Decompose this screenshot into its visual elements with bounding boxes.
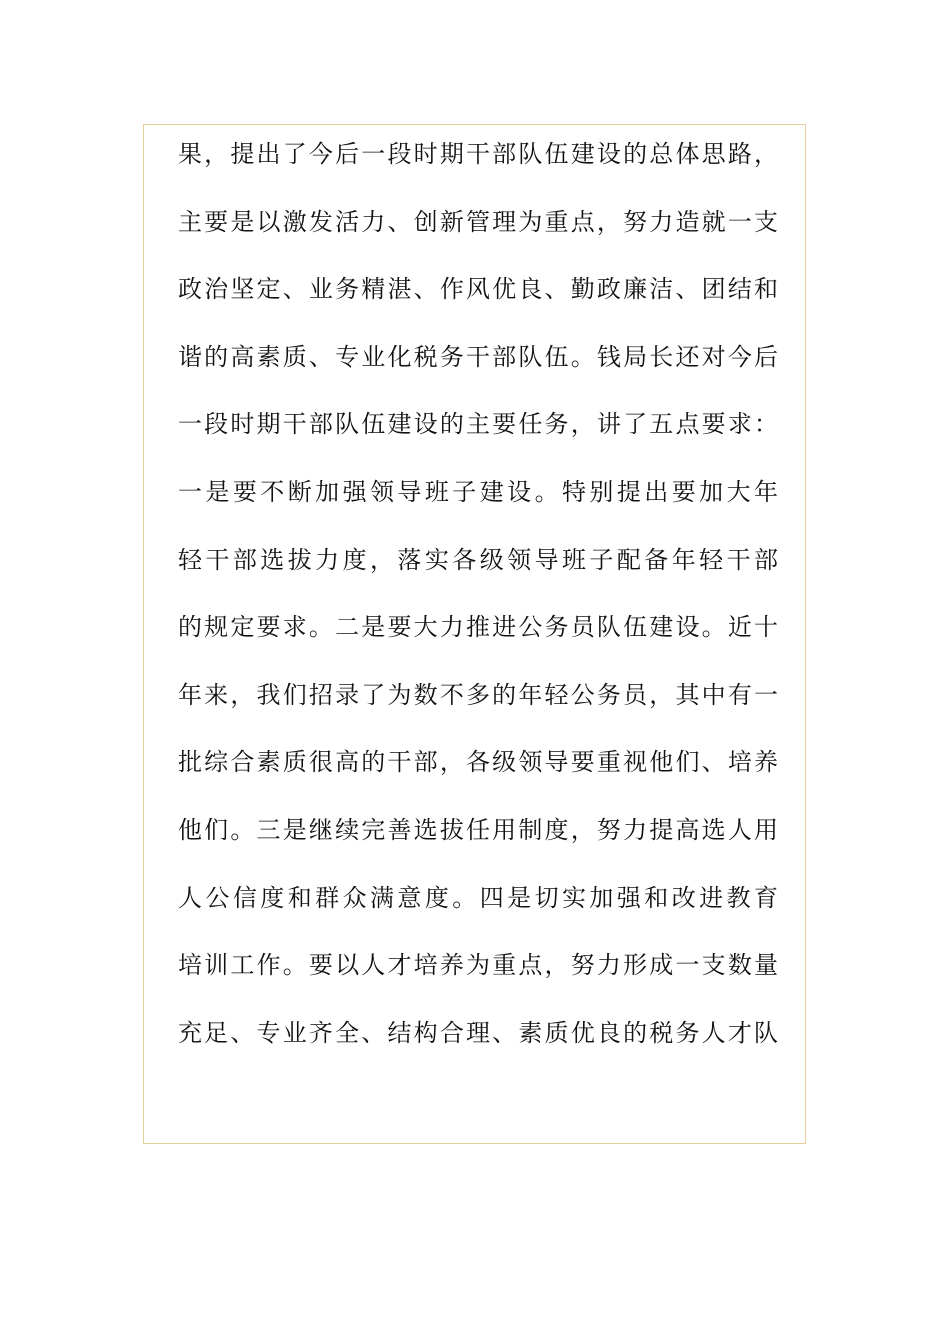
text-line-10: 批综合素质很高的干部，各级领导要重视他们、培养 — [178, 748, 778, 777]
text-line-4: 谐的高素质、专业化税务干部队伍。钱局长还对今后 — [178, 342, 778, 371]
text-line-11: 他们。三是继续完善选拔任用制度，努力提高选人用 — [178, 815, 778, 844]
text-line-2: 主要是以激发活力、创新管理为重点，努力造就一支 — [178, 207, 778, 236]
body-text — [178, 128, 778, 1074]
text-line-13: 培训工作。要以人才培养为重点，努力形成一支数量 — [178, 951, 778, 980]
text-line-3: 政治坚定、业务精湛、作风优良、勤政廉洁、团结和 — [178, 275, 778, 304]
text-line-14: 充足、专业齐全、结构合理、素质优良的税务人才队 — [178, 1018, 778, 1047]
text-line-1: 果，提出了今后一段时期干部队伍建设的总体思路， — [178, 140, 778, 168]
text-line-5: 一段时期干部队伍建设的主要任务，讲了五点要求： — [178, 410, 778, 439]
text-line-8: 的规定要求。二是要大力推进公务员队伍建设。近十 — [178, 613, 778, 642]
text-line-7: 轻干部选拔力度，落实各级领导班子配备年轻干部 — [178, 545, 778, 574]
text-line-9: 年来，我们招录了为数不多的年轻公务员，其中有一 — [178, 680, 778, 709]
text-line-6: 一是要不断加强领导班子建设。特别提出要加大年 — [178, 477, 778, 506]
text-line-12: 人公信度和群众满意度。四是切实加强和改进教育 — [178, 883, 778, 912]
